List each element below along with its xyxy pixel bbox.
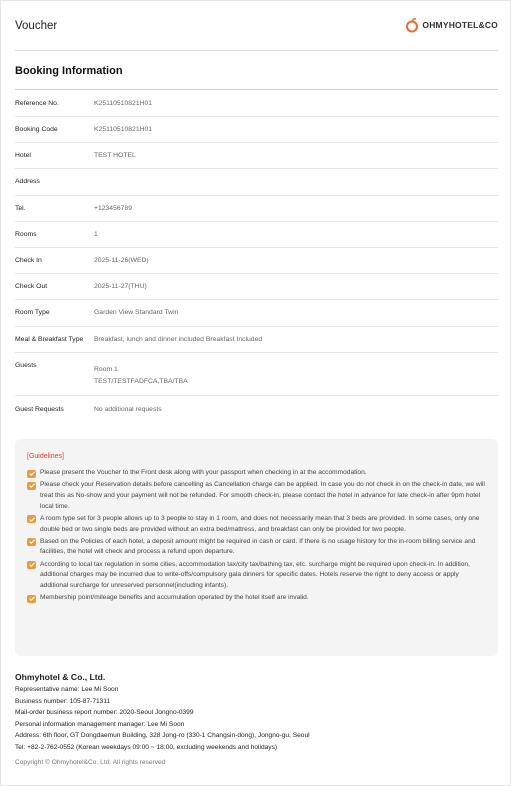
footer-line-representative: Representative name: Lee Mi Soon [15,686,119,693]
footer-line-tel: Tel: +82-2-762-0552 (Korean weekdays 09:00 ~ 18:00, excluding weekends and holidays) [15,743,278,751]
copyright-text: Copyright © Ohmyhotel&Co. Ltd. All rights reserved [15,759,166,766]
logo-circle-icon [405,17,419,33]
voucher-header [15,11,498,51]
info-value: Room 1 [94,366,118,373]
info-label: Reference No. [15,100,59,107]
footer-line-address: Address: 6th floor, GT Dongdaemun Building, 328 Jong-ro (330-1 Changsin-dong), Jongno-gu, Seoul [15,732,310,739]
guidelines-title: [Guidelines] [27,453,64,460]
guideline-text: Membership point/mileage benefits and accumulation operated by the hotel itself are invalid. [40,594,309,602]
info-row-address [15,169,498,196]
checkbox-icon [27,538,36,546]
info-label: Check Out [15,283,48,290]
info-label: Booking Code [15,126,58,133]
footer-line-business-number: Business number: 105-87-71311 [15,697,111,705]
info-row-guests [15,353,498,396]
info-label: Meal & Breakfast Type [15,336,84,343]
info-row-room-type [15,300,498,327]
info-row-tel [15,196,498,222]
guideline-text: Please present the Voucher to the Front desk along with your passport when checking in at the accommodation. [40,469,367,476]
info-value: Garden View Standard Twin [94,309,179,316]
booking-section-title: Booking Information [15,65,123,77]
guideline-text: Based on the Policies of each hotel, a deposit amount might be required in cash or card. If there is no usage history for the in-room billing service and facilities, the hotel will check and process a refund upon departure. [40,537,476,556]
info-row-rooms [15,222,498,248]
info-value: 2025-11-27(THU) [94,283,147,290]
info-label: Check In [15,257,42,264]
guideline-text: Please check your Reservation details before cancelling as Cancellation charge can be applied. In case you do not check in on the check-in date, we will treat this as No-show and your payment will not be refunded. For smooth check-in, please contact the hotel in advance for late check-in after 9pm hotel local time. [40,481,485,510]
guideline-item [27,537,486,558]
guest-names: TEST/TESTFADFCA,TBA/TBA [94,378,188,385]
checkbox-icon [27,515,36,523]
guideline-item [27,560,486,592]
info-label: Tel. [15,205,26,212]
company-footer [15,672,310,766]
info-value: 1 [94,231,98,238]
info-label: Guests [15,362,37,369]
info-value: K25110510821H01 [94,126,153,133]
booking-info-table [15,90,498,422]
checkbox-icon [27,482,36,490]
footer-line-privacy-manager: Personal information management manager: Lee Mi Soon [15,720,185,728]
checkbox-icon [27,561,36,569]
info-value: 2025-11-26(WED) [94,257,149,264]
info-label: Guest Requests [15,406,64,413]
guideline-item [27,480,486,512]
info-row-check-in [15,248,498,274]
guideline-item [27,593,486,604]
footer-line-mail-order: Mail-order business report number: 2020-Seoul Jongno-0399 [15,709,194,716]
company-name: Ohmyhotel & Co., Ltd. [15,672,106,682]
guideline-item [27,468,486,479]
info-row-meal-type [15,327,498,353]
guidelines-box [15,439,498,656]
guideline-item [27,514,486,535]
info-label: Address [15,178,40,185]
info-row-booking-code [15,117,498,143]
checkbox-icon [27,595,36,603]
info-row-guest-requests [15,396,498,422]
info-value: Breakfast, lunch and dinner included Breakfast Included [94,336,263,343]
company-logo [405,17,498,33]
checkbox-icon [27,470,36,478]
info-label: Room Type [15,309,50,316]
info-label: Rooms [15,231,37,238]
info-row-check-out [15,274,498,300]
info-value: +123456789 [94,205,132,212]
info-row-hotel [15,143,498,169]
info-value: K25110510821H01 [94,100,153,107]
info-value: No additional requests [94,406,162,413]
info-value: TEST HOTEL [94,152,136,159]
info-row-reference [15,90,498,117]
guideline-text: A room type set for 3 people allows up to 3 people to stay in 1 room, and does not necessarily mean that 3 beds are provided. In some cases, only one double bed or two single beds are provided without an extra bed/mattress, and breakfast can only be provided for two people. [40,514,480,533]
voucher-title: Voucher [15,20,58,32]
info-label: Hotel [15,152,31,159]
logo-text: OHMYHOTEL&CO [422,20,498,30]
guideline-text: According to local tax regulation in some cities, accommodation tax/city tax/bathing tax, etc. surcharge might be required upon check-in. In addition, additional charges may be incurred due to write-offs/compulsory gala dinners for specific dates. Hotels reserve the right to deny access or apply additional surcharge for unreserved personnel(including infants). [40,560,470,590]
